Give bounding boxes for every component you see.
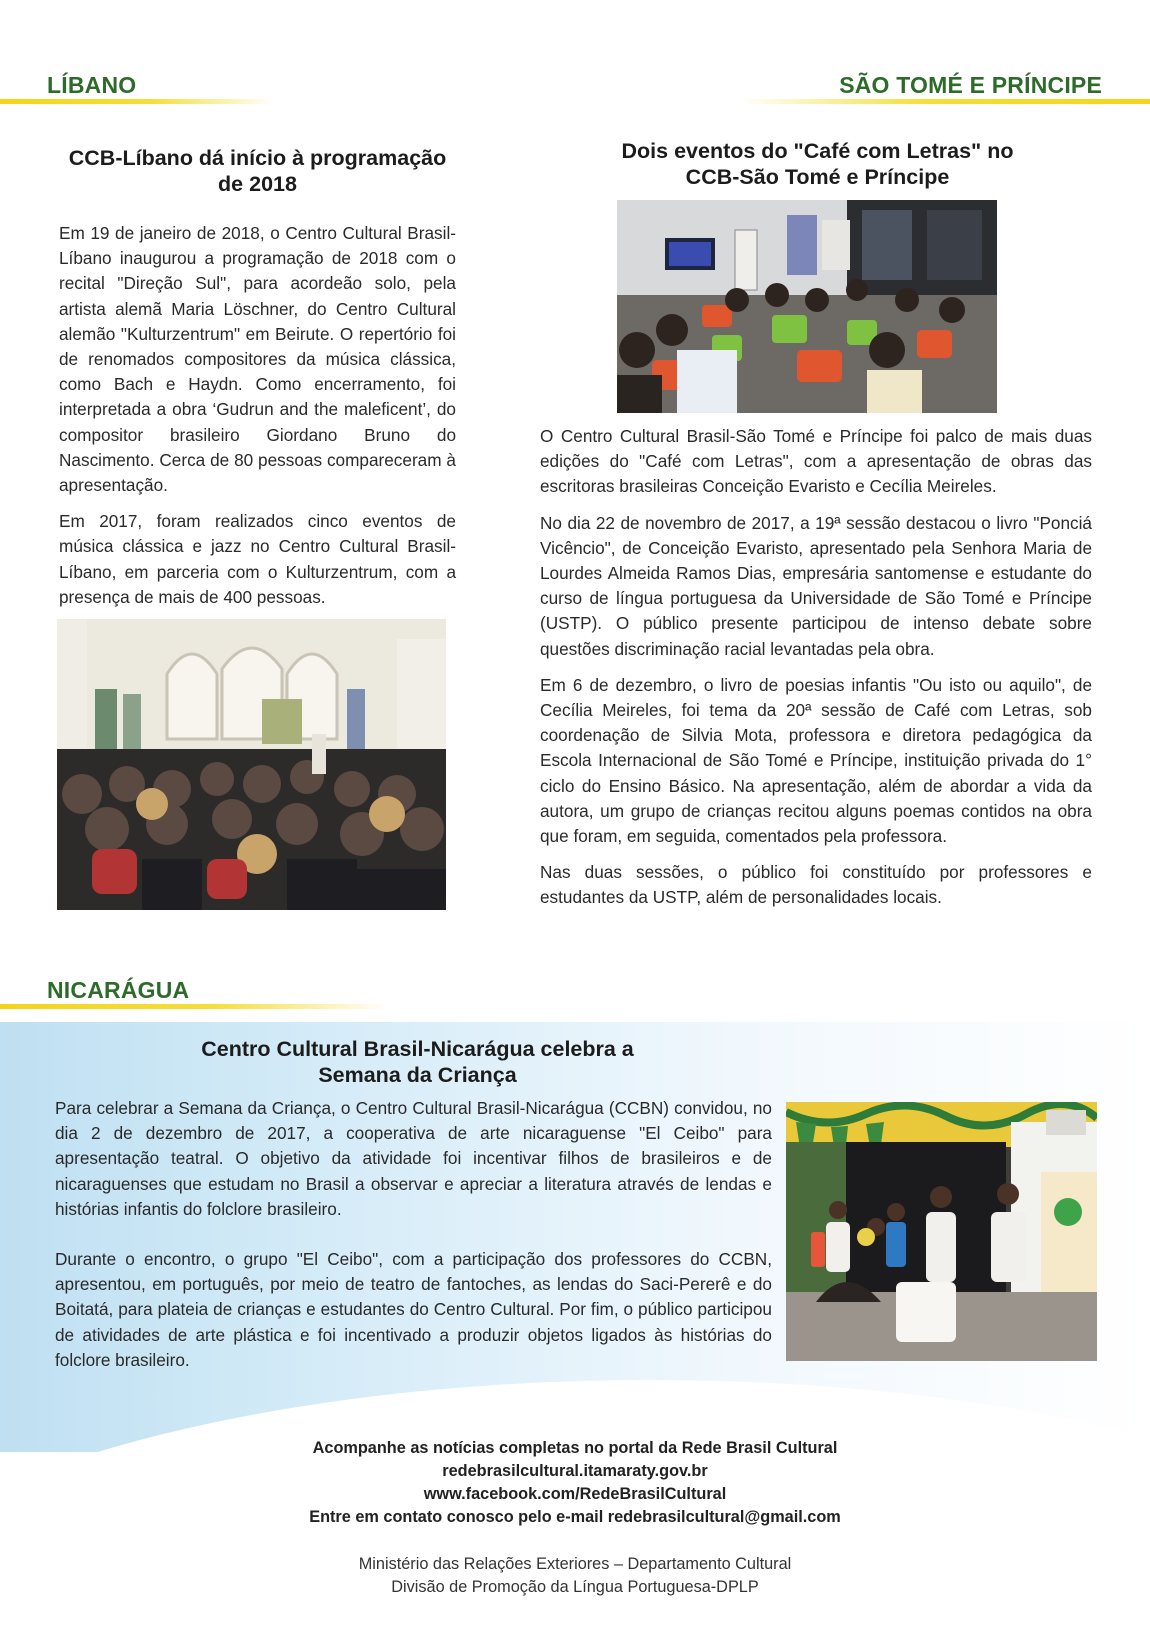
paragraph: No dia 22 de novembro de 2017, a 19ª sessão destacou o livro "Ponciá Vicêncio", de Conceição Evaristo, apresentado pela Senhora Maria de Lourdes Almeida Ramos Dias, empresária santomense e estudante do curso de língua portuguesa da Universidade de São Tomé e Príncipe (USTP). O público presente participou de intenso debate sobre questões discriminação racial levantadas pela obra.	[540, 512, 1092, 659]
section-title-nicaragua: NICARÁGUA	[47, 977, 190, 1003]
photo-sao-tome-illustration	[617, 200, 997, 413]
article-title-sao-tome	[570, 138, 1065, 190]
footer-portal-text: Acompanhe as notícias completas no portal da Rede Brasil Cultural	[312, 1439, 838, 1457]
footer-ministry	[0, 1553, 1150, 1599]
section-underline-sao-tome	[740, 99, 1150, 104]
section-title-lebanon: LÍBANO	[47, 72, 137, 98]
article-body-sao-tome	[540, 424, 1092, 911]
paragraph: Em 6 de dezembro, o livro de poesias infantis "Ou isto ou aquilo", de Cecília Meireles, foi tema da 20ª sessão de Café com Letras, sob coordenação de Silvia Mota, professora e diretora pedagógica da Escola Internacional de São Tomé e Príncipe, instituição privada do 1° ciclo do Ensino Básico. Na apresentação, além de abordar a vida da autora, um grupo de crianças recitou alguns poemas contidos na obra que foram, em seguida, comentados pela professora.	[540, 674, 1092, 847]
section-underline-lebanon	[0, 99, 275, 104]
portal-link[interactable]: redebrasilcultural.itamaraty.gov.br	[442, 1462, 708, 1480]
paragraph: Em 19 de janeiro de 2018, o Centro Cultural Brasil-Líbano inaugurou a programação de 2018 com o recital "Direção Sul", para acordeão solo, pela artista alemã Maria Löschner, do Centro Cultural alemão "Kulturzentrum" em Beirute. O repertório foi de renomados compositores da música clássica, como Bach e Haydn. Como encerramento, foi interpretada a obra ‘Gudrun and the maleficent’, do compositor brasileiro Giordano Bruno do Nascimento. Cerca de 80 pessoas compareceram à apresentação.	[59, 223, 456, 496]
photo-lebanon-recital	[57, 619, 446, 910]
photo-lebanon-illustration	[57, 619, 446, 910]
facebook-link[interactable]: www.facebook.com/RedeBrasilCultural	[423, 1485, 727, 1503]
footer-links	[0, 1437, 1150, 1529]
paragraph: Para celebrar a Semana da Criança, o Centro Cultural Brasil-Nicarágua (CCBN) convidou, no dia 2 de dezembro de 2017, a cooperativa de arte nicaraguense "El Ceibo" para apresentação teatral. O objetivo da atividade foi incentivar filhos de brasileiros e de nicaraguenses que estudam no Brasil a observar e apreciar a literatura através de lendas e histórias infantis do folclore brasileiro.	[55, 1098, 772, 1219]
article-title-lebanon	[50, 145, 465, 197]
article-title-nicaragua	[165, 1036, 670, 1088]
section-underline-nicaragua	[0, 1004, 390, 1009]
paragraph: Em 2017, foram realizados cinco eventos de música clássica e jazz no Centro Cultural Brasil-Líbano, em parceria com o Kulturzentrum, com a presença de mais de 400 pessoas.	[59, 511, 456, 607]
article-title-line-2: CCB-São Tomé e Príncipe	[685, 165, 950, 189]
paragraph: O Centro Cultural Brasil-São Tomé e Príncipe foi palco de mais duas edições do "Café com Letras", com a apresentação de obras das escritoras brasileiras Conceição Evaristo e Cecília Meireles.	[540, 426, 1092, 497]
article-body-nicaragua	[55, 1096, 772, 1373]
paragraph: Nas duas sessões, o público foi constituído por professores e estudantes da USTP, além de personalidades locais.	[540, 862, 1092, 908]
article-title-line-2: de 2018	[218, 172, 297, 196]
paragraph: Durante o encontro, o grupo "El Ceibo", com a participação dos professores do CCBN, apresentou, em português, por meio de teatro de fantoches, as lendas do Saci-Pererê e do Boitatá, para plateia de crianças e estudantes do Centro Cultural. Por fim, o público participou de atividades de arte plástica e foi incentivado a produzir objetos ligados às histórias do folclore brasileiro.	[55, 1249, 772, 1370]
contact-email-text[interactable]: Entre em contato conosco pelo e-mail redebrasilcultural@gmail.com	[309, 1508, 841, 1526]
photo-sao-tome-cafe-com-letras	[617, 200, 997, 413]
article-title-line-1: Centro Cultural Brasil-Nicarágua celebra a	[201, 1037, 634, 1061]
section-title-sao-tome: SÃO TOMÉ E PRÍNCIPE	[839, 72, 1102, 98]
article-title-line-2: Semana da Criança	[318, 1063, 517, 1087]
ministry-department: Ministério das Relações Exteriores – Departamento Cultural	[358, 1555, 792, 1573]
photo-nicaragua-puppet-theater	[786, 1102, 1097, 1361]
photo-nicaragua-illustration	[786, 1102, 1097, 1361]
ministry-division: Divisão de Promoção da Língua Portuguesa-DPLP	[391, 1578, 759, 1596]
article-title-line-1: Dois eventos do "Café com Letras" no	[621, 139, 1014, 163]
article-body-lebanon	[59, 221, 456, 610]
article-title-line-1: CCB-Líbano dá início à programação	[68, 146, 447, 170]
